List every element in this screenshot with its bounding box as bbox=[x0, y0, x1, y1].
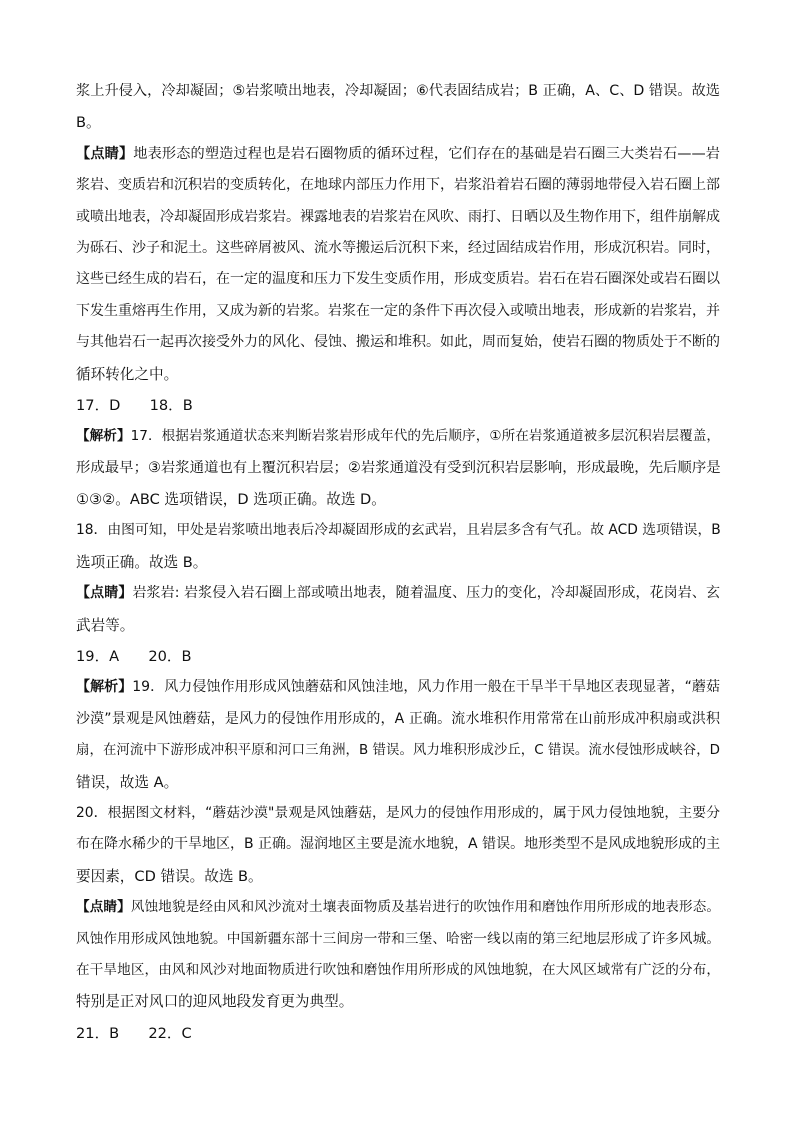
text-line bbox=[76, 390, 720, 421]
text-line bbox=[76, 924, 720, 955]
line-text: 19．A 20．B bbox=[76, 648, 192, 666]
line-text: 风蚀作用形成风蚀地貌。中国新疆东部十三间房一带和三堡、哈密一线以南的第三纪地层形成了许多风城。 bbox=[76, 930, 720, 947]
line-text: 特别是正对风口的迎风地段发育更为典型。 bbox=[76, 993, 354, 1011]
text-line bbox=[76, 515, 720, 546]
line-text: 21．B 22．C bbox=[76, 1024, 192, 1042]
line-text: 这些已经生成的岩石，在一定的温度和压力下发生变质作用，形成变质岩。岩石在岩石圈深处或岩石圈以 bbox=[76, 271, 720, 288]
text-line bbox=[76, 829, 720, 860]
text-line bbox=[76, 296, 720, 327]
section-tag: 【解析】 bbox=[76, 679, 133, 696]
line-text: 17．D 18．B bbox=[76, 396, 193, 414]
line-text: 岩浆岩: 岩浆侵入岩石圈上部或喷出地表，随着温度、压力的变化，冷却凝固形成，花岗岩、玄 bbox=[132, 585, 721, 602]
text-line bbox=[76, 861, 720, 892]
text-line bbox=[76, 547, 720, 578]
line-text: 19．风力侵蚀作用形成风蚀蘑菇和风蚀洼地，风力作用一般在干旱半干旱地区表现显著，“蘑菇 bbox=[132, 679, 720, 696]
text-line bbox=[76, 484, 720, 515]
text-line bbox=[76, 641, 720, 672]
line-text: 与其他岩石一起再次接受外力的风化、侵蚀、搬运和堆积。如此，周而复始，使岩石圈的物质处于不断的 bbox=[76, 334, 720, 351]
section-tag: 【解析】 bbox=[76, 428, 131, 445]
text-line bbox=[76, 202, 720, 233]
text-line bbox=[76, 453, 720, 484]
text-line bbox=[76, 704, 720, 735]
line-text: 扇，在河流中下游形成冲积平原和河口三角洲，B 错误。风力堆积形成沙丘，C 错误。流水侵蚀形成峡谷，D bbox=[76, 743, 720, 759]
section-tag: 【点睛】 bbox=[76, 899, 131, 916]
line-text: 17．根据岩浆通道状态来判断岩浆岩形成年代的先后顺序，①所在岩浆通道被多层沉积岩层覆盖， bbox=[130, 428, 721, 445]
line-text: 要因素，CD 错误。故选 B。 bbox=[76, 867, 263, 885]
text-line bbox=[76, 798, 720, 829]
text-line bbox=[76, 767, 720, 798]
line-text: 地表形态的塑造过程也是岩石圈物质的循环过程，它们存在的基础是岩石圈三大类岩石——岩 bbox=[133, 145, 720, 162]
line-text: 风蚀地貌是经由风和风沙流对土壤表面物质及基岩进行的吹蚀作用和磨蚀作用所形成的地表形态。 bbox=[130, 899, 721, 916]
text-line bbox=[76, 76, 720, 107]
line-text: 选项正确。故选 B。 bbox=[76, 553, 208, 571]
text-line bbox=[76, 955, 720, 986]
text-line bbox=[76, 672, 720, 703]
text-line bbox=[76, 421, 720, 452]
line-text: 形成最早；③岩浆通道也有上覆沉积岩层；②岩浆通道没有受到沉积岩层影响，形成最晚，先后顺序是 bbox=[76, 459, 721, 476]
text-line bbox=[76, 233, 720, 264]
text-line bbox=[76, 359, 720, 390]
line-text: 为砾石、沙子和泥土。这些碎屑被风、流水等搬运后沉积下来，经过固结成岩作用，形成沉积岩。同时， bbox=[76, 239, 720, 256]
text-line bbox=[76, 735, 720, 766]
line-text: 下发生重熔再生作用，又成为新的岩浆。岩浆在一定的条件下再次侵入或喷出地表，形成新的岩浆岩，并 bbox=[76, 302, 720, 319]
line-text: 在干旱地区，由风和风沙对地面物质进行吹蚀和磨蚀作用所形成的风蚀地貌，在大风区域常有广泛的分布， bbox=[76, 961, 720, 978]
line-text: 浆上升侵入，冷却凝固；⑤岩浆喷出地表，冷却凝固；⑥代表固结成岩；B 正确，A、C、D 错误。故选 bbox=[76, 83, 720, 99]
text-line bbox=[76, 264, 720, 295]
text-line bbox=[76, 578, 720, 609]
text-line bbox=[76, 610, 720, 641]
line-text: 20．根据图文材料，“蘑菇沙漠"景观是风蚀蘑菇，是风力的侵蚀作用形成的，属于风力侵蚀地貌，主要分 bbox=[76, 804, 720, 821]
section-tag: 【点睛】 bbox=[76, 585, 133, 602]
line-text: 浆岩、变质岩和沉积岩的变质转化，在地球内部压力作用下，岩浆沿着岩石圈的薄弱地带侵入岩石圈上部 bbox=[76, 177, 720, 194]
line-text: 错误，故选 A。 bbox=[76, 773, 179, 791]
line-text: 沙漠”景观是风蚀蘑菇，是风力的侵蚀作用形成的，A 正确。流水堆积作用常常在山前形成冲积扇或洪积 bbox=[76, 710, 720, 727]
section-tag: 【点睛】 bbox=[76, 145, 134, 162]
line-text: B。 bbox=[76, 114, 101, 132]
line-text: 或喷出地表，冷却凝固形成岩浆岩。裸露地表的岩浆岩在风吹、雨打、日晒以及生物作用下，组件崩解成 bbox=[76, 208, 720, 225]
line-text: ①③②。ABC 选项错误，D 选项正确。故选 D。 bbox=[76, 491, 386, 509]
text-line bbox=[76, 139, 720, 170]
line-text: 18．由图可知，甲处是岩浆喷出地表后冷却凝固形成的玄武岩，且岩层多含有气孔。故 ACD 选项错误，B bbox=[76, 522, 721, 539]
line-text: 循环转化之中。 bbox=[76, 365, 179, 383]
text-line bbox=[76, 986, 720, 1017]
document-body bbox=[76, 76, 720, 1049]
line-text: 布在降水稀少的干旱地区，B 正确。湿润地区主要是流水地貌，A 错误。地形类型不是风成地貌形成的主 bbox=[76, 836, 721, 853]
text-line bbox=[76, 170, 720, 201]
text-line bbox=[76, 892, 720, 923]
text-line bbox=[76, 327, 720, 358]
line-text: 武岩等。 bbox=[76, 616, 135, 634]
text-line bbox=[76, 107, 720, 138]
text-line bbox=[76, 1018, 720, 1049]
